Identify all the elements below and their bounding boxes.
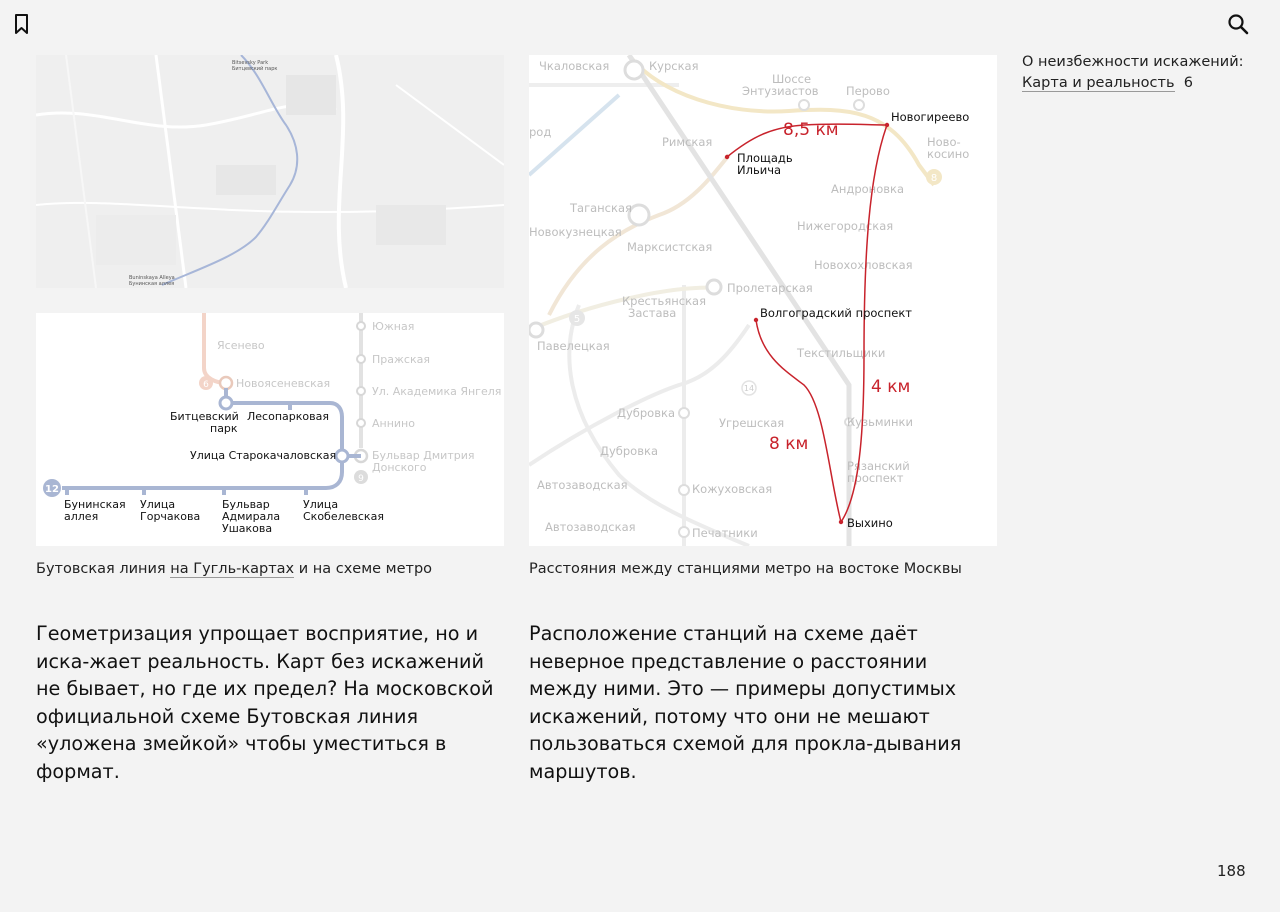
station-dmitriya-donskogo-2: Донского xyxy=(372,461,427,474)
station-novokhokhlovskaya: Новохохловская xyxy=(814,258,913,272)
station-avtozavodskaya-2: Автозаводская xyxy=(545,520,636,534)
station-shosse-1: Шоссе xyxy=(772,72,812,86)
station-marksistskaya: Марксистская xyxy=(627,240,713,254)
station-annino: Аннино xyxy=(372,417,415,430)
station-novokosino-2: косино xyxy=(927,147,970,161)
east-moscow-schema-image xyxy=(529,55,997,546)
station-gorchakova-1: Улица xyxy=(140,498,176,511)
station-krestyanskaya-2: Застава xyxy=(628,306,677,320)
line-number-6: 6 xyxy=(203,380,209,390)
station-ryazansky-1: Рязанский xyxy=(847,459,910,473)
station-gorchakova-2: Горчакова xyxy=(140,510,201,523)
station-shosse-2: Энтузиастов xyxy=(742,84,819,98)
station-ilyicha-1: Площадь xyxy=(737,151,793,165)
station-rimskaya: Римская xyxy=(662,135,713,149)
station-pechatniki: Печатники xyxy=(692,526,758,540)
station-novogireevo: Новогиреево xyxy=(891,110,970,124)
station-kurskaya: Курская xyxy=(649,59,699,73)
station-novoyasenevskaya: Новоясеневская xyxy=(236,377,331,390)
station-lesoparkovaya: Лесопарковая xyxy=(247,410,329,423)
station-taganskaya: Таганская xyxy=(570,201,632,215)
map-label-buninskaya-en: Buninskaya Alleya xyxy=(129,275,175,281)
dot-volgogradsky xyxy=(754,318,758,322)
station-andronovka: Андроновка xyxy=(831,182,904,196)
station-chkalovskaya: Чкаловская xyxy=(539,59,610,73)
google-map-image xyxy=(36,55,504,288)
caption-left xyxy=(36,561,432,577)
map-label-bitsevsky-ru: Битцевский парк xyxy=(232,66,278,72)
google-maps-link[interactable]: на Гугль-картах xyxy=(170,561,295,577)
search-icon[interactable] xyxy=(1226,12,1250,36)
butovo-schema-image xyxy=(36,313,504,546)
station-skobelevskaya-2: Скобелевская xyxy=(303,510,384,523)
station-ushakova-2: Адмирала xyxy=(222,510,281,523)
toc-chapter-link[interactable]: Карта и реальность xyxy=(1022,75,1175,91)
map-label-buninskaya-ru: Бунинская аллея xyxy=(129,281,175,287)
station-volgogradsky: Волгоградский проспект xyxy=(760,306,912,320)
dot-vykhino xyxy=(839,520,843,524)
caption-right: Расстояния между станциями метро на востоке Москвы xyxy=(529,561,962,577)
station-prazhskaya: Пражская xyxy=(372,353,430,366)
distance-left: 8 км xyxy=(769,434,809,454)
station-ushakova-3: Ушакова xyxy=(222,522,273,535)
station-ushakova-1: Бульвар xyxy=(222,498,270,511)
station-yangelya: Ул. Академика Янгеля xyxy=(372,385,502,398)
line-number-12: 12 xyxy=(45,484,59,495)
paragraph-left: Геометризация упрощает восприятие, но и иска-жает реальность. Карт без искажений не бывает, но где их предел? На московской официальной схеме Бутовская линия «уложена змейкой» чтобы уместиться в формат. xyxy=(36,622,494,783)
map-label-bitsevsky-en: Bitsevsky Park xyxy=(232,60,269,66)
station-buninskaya-1: Бунинская xyxy=(64,498,126,511)
distance-right: 4 км xyxy=(871,377,911,397)
station-vykhino: Выхино xyxy=(847,516,893,530)
station-dubrovka-1: Дубровка xyxy=(617,406,675,420)
page-number: 188 xyxy=(1217,862,1246,880)
dot-novogireevo xyxy=(885,123,889,127)
caption-left-post: и на схеме метро xyxy=(294,561,433,577)
station-dubrovka-2: Дубровка xyxy=(600,444,658,458)
station-dmitriya-donskogo-1: Бульвар Дмитрия xyxy=(372,449,475,462)
line-number-14: 14 xyxy=(743,384,755,393)
station-krestyanskaya-1: Крестьянская xyxy=(622,294,707,308)
station-tekstilshchiki: Текстильщики xyxy=(797,346,886,360)
station-yuzhnaya: Южная xyxy=(372,320,415,333)
station-proletarskaya: Пролетарская xyxy=(727,281,813,295)
station-kuzminki: Кузьминки xyxy=(847,415,913,429)
station-kurskaya-cut: род xyxy=(529,125,552,139)
station-buninskaya-2: аллея xyxy=(64,510,99,523)
toc-chapter-number: 6 xyxy=(1183,75,1193,91)
line-number-5: 5 xyxy=(573,314,581,325)
station-bitsevsky-1: Битцевский xyxy=(170,410,239,423)
dot-ilyicha xyxy=(725,155,729,159)
station-ryazansky-2: проспект xyxy=(847,471,904,485)
station-skobelevskaya-1: Улица xyxy=(303,498,339,511)
station-kozhukhovskaya: Кожуховская xyxy=(692,482,773,496)
bookmark-icon[interactable] xyxy=(10,12,34,36)
station-ilyicha-2: Ильича xyxy=(737,163,782,177)
paragraph-right: Расположение станций на схеме даёт неверное представление о расстоянии между ними. Это — примеры допустимых искажений, потому что они не мешают пользоваться схемой для прокла-дывания маршутов. xyxy=(529,622,962,783)
station-bitsevsky-2: парк xyxy=(210,422,238,435)
station-nizhegorodskaya: Нижегородская xyxy=(797,219,894,233)
station-paveletskaya: Павелецкая xyxy=(537,339,610,353)
station-starokachalovskaya: Улица Старокачаловская xyxy=(190,449,337,462)
line-number-8: 8 xyxy=(930,173,938,184)
station-yasenevo: Ясенево xyxy=(217,339,265,352)
toc xyxy=(1022,52,1244,94)
station-novokuznetskaya: Новокузнецкая xyxy=(529,225,622,239)
distance-top: 8,5 км xyxy=(783,120,839,140)
station-perovo: Перово xyxy=(846,84,890,98)
station-ugreshskaya: Угрешская xyxy=(719,416,785,430)
station-avtozavodskaya-1: Автозаводская xyxy=(537,478,628,492)
caption-left-pre: Бутовская линия xyxy=(36,561,171,577)
toc-title: О неизбежности искажений: xyxy=(1022,54,1244,70)
line-number-9: 9 xyxy=(358,474,364,484)
station-novokosino-1: Ново- xyxy=(927,135,961,149)
